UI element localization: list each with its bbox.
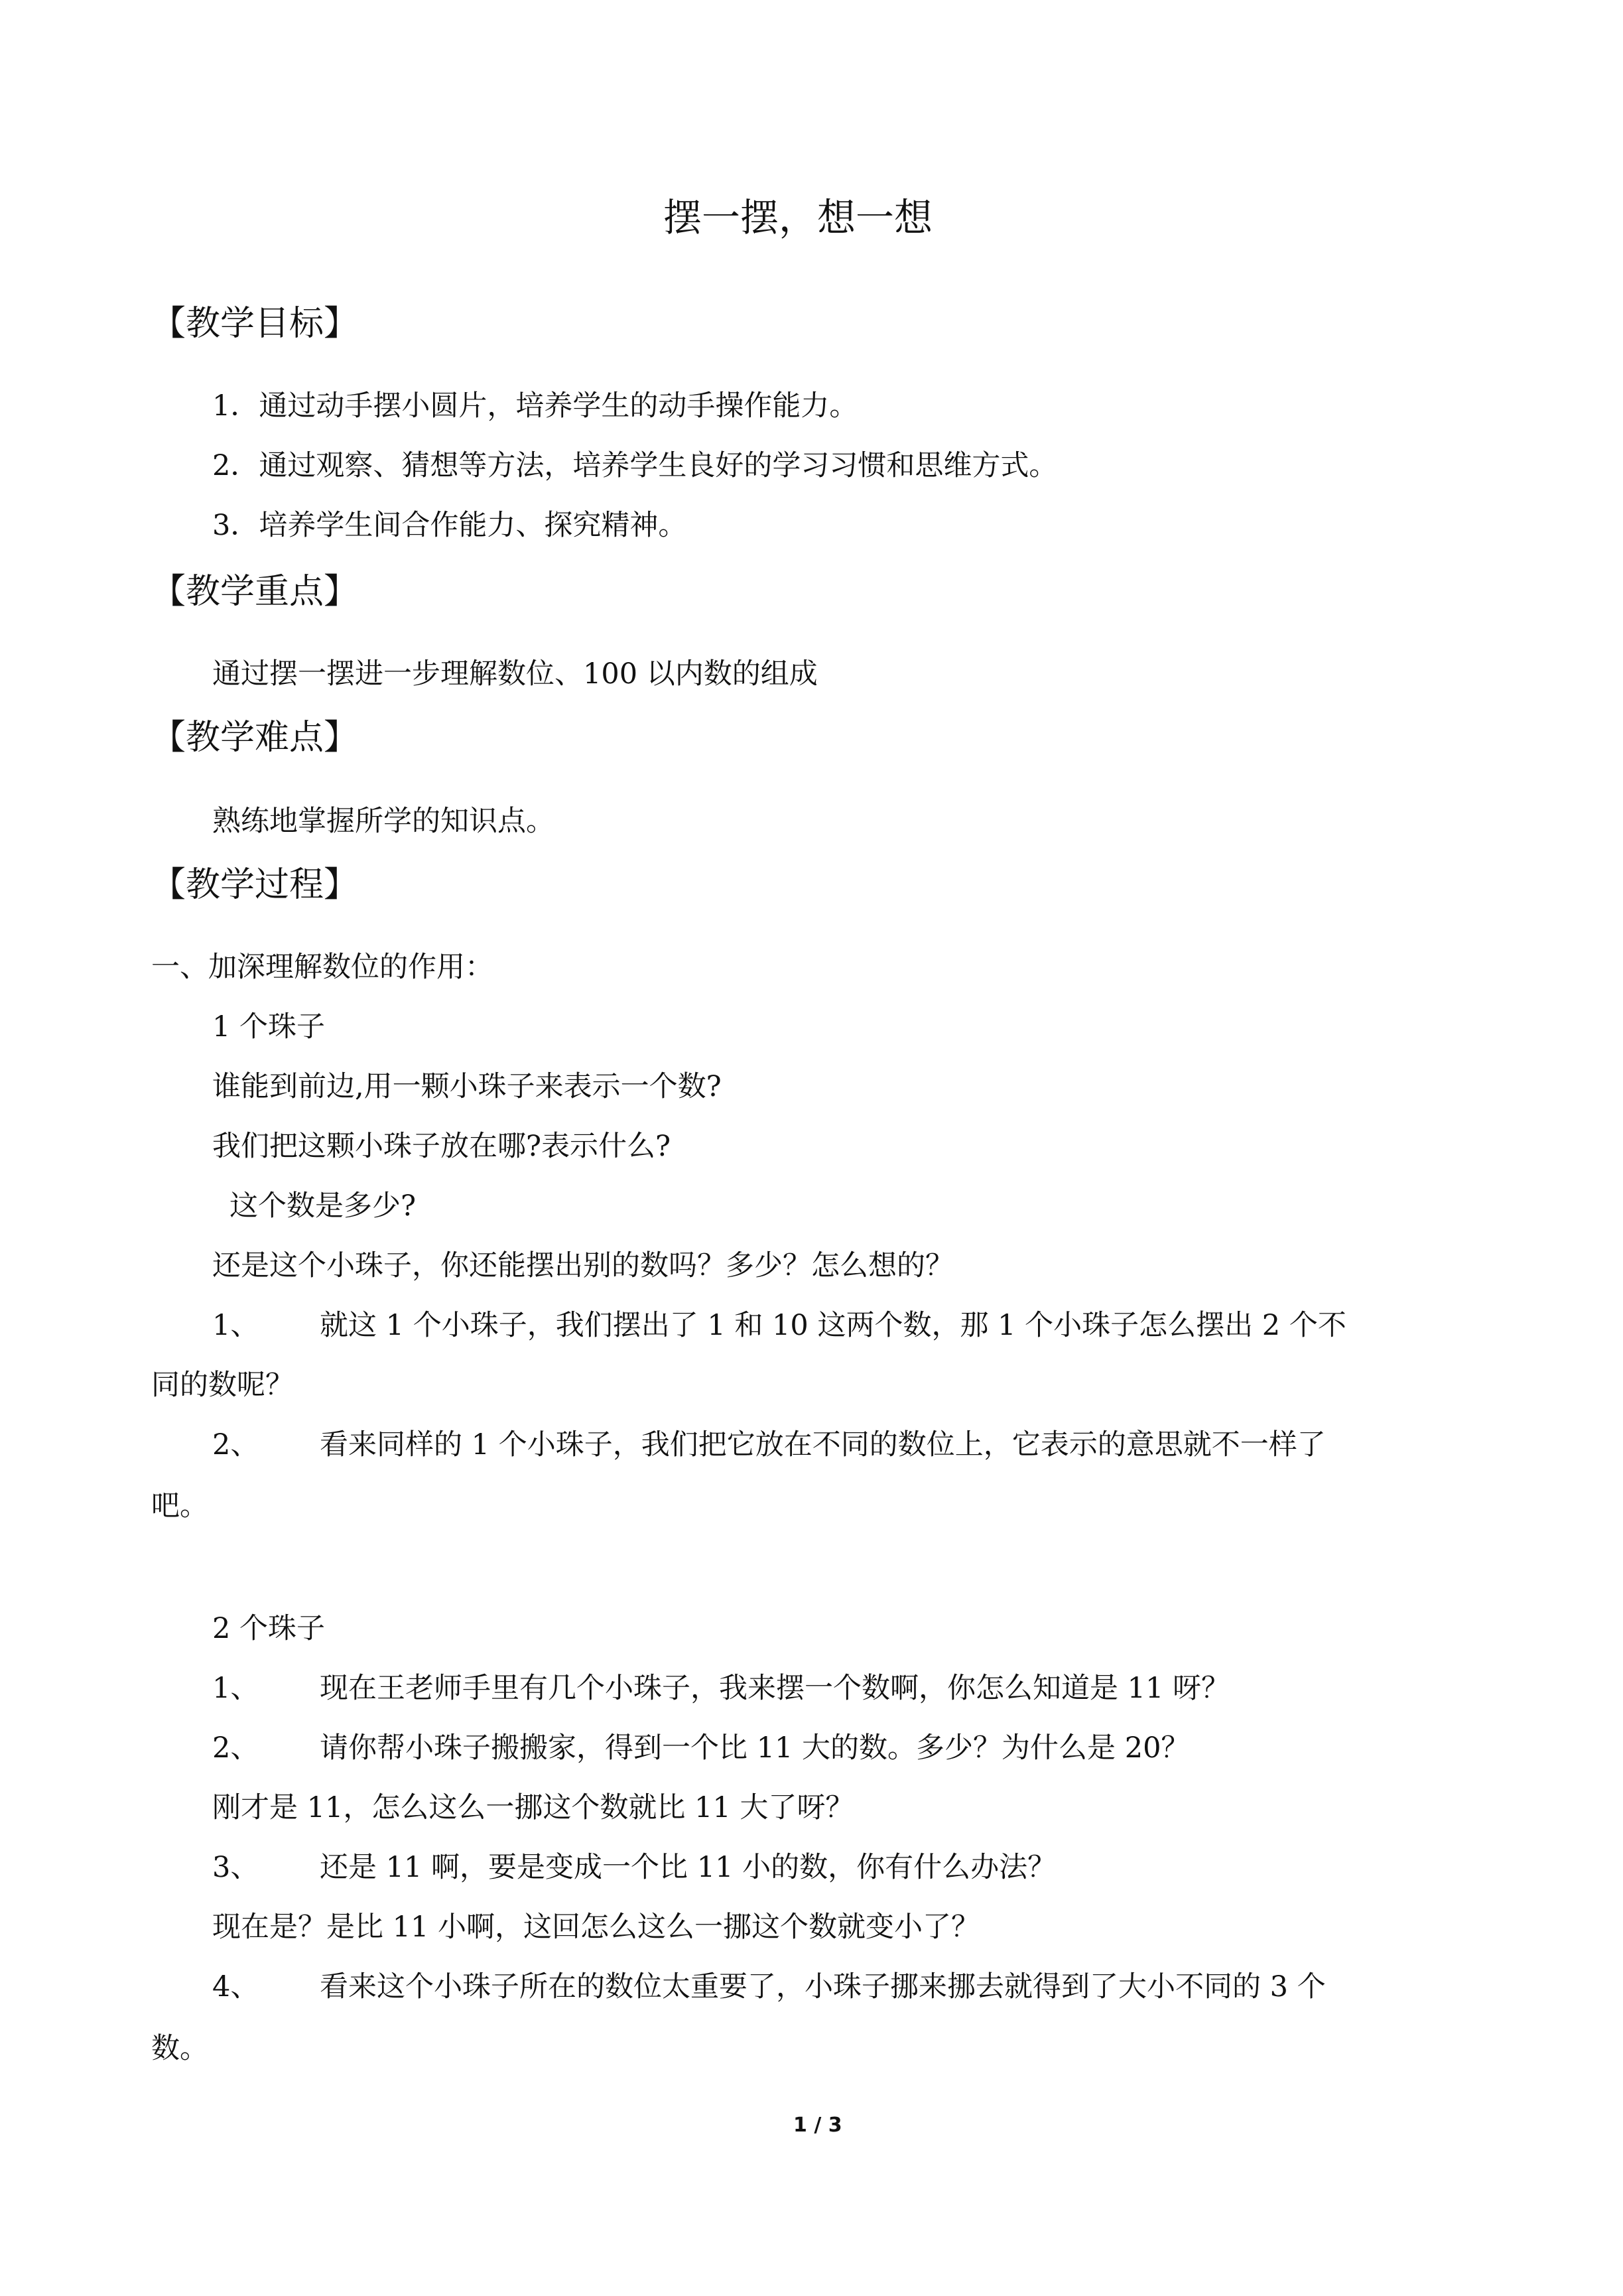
key-points-text: 通过摆一摆进一步理解数位、100 以内数的组成 <box>212 657 818 691</box>
heading-difficulties: 【教学难点】 <box>151 718 359 758</box>
objective-item: 3．培养学生间合作能力、探究精神。 <box>212 509 687 542</box>
one-bead-question: 谁能到前边,用一颗小珠子来表示一个数? <box>212 1070 722 1103</box>
step-text: 就这 1 个小珠子，我们摆出了 1 和 10 这两个数，那 1 个小珠子怎么摆出 2 个不 <box>320 1309 1346 1342</box>
step-text-continued: 吧。 <box>151 1489 208 1522</box>
one-bead-label: 1 个珠子 <box>212 1010 326 1044</box>
step-number: 1、 <box>212 1309 259 1342</box>
step-text: 请你帮小珠子搬搬家，得到一个比 11 大的数。多少？为什么是 20？ <box>320 1731 1190 1765</box>
process-part1-title: 一、加深理解数位的作用： <box>151 951 493 984</box>
one-bead-question: 还是这个小珠子，你还能摆出别的数吗？多少？怎么想的？ <box>212 1249 954 1282</box>
two-beads-question: 刚才是 11，怎么这么一挪这个数就比 11 大了呀？ <box>212 1791 854 1824</box>
step-text: 还是 11 啊，要是变成一个比 11 小的数，你有什么办法？ <box>320 1851 1057 1884</box>
heading-key-points: 【教学重点】 <box>151 572 359 612</box>
page-title: 摆一摆，想一想 <box>663 195 933 240</box>
heading-process: 【教学过程】 <box>151 865 359 905</box>
two-beads-label: 2 个珠子 <box>212 1612 326 1645</box>
step-number: 4、 <box>212 1970 259 2003</box>
step-text: 看来同样的 1 个小珠子，我们把它放在不同的数位上，它表示的意思就不一样了 <box>320 1428 1326 1461</box>
one-bead-question: 这个数是多少? <box>229 1189 417 1223</box>
one-bead-question: 我们把这颗小珠子放在哪?表示什么? <box>212 1130 671 1163</box>
difficulties-text: 熟练地掌握所学的知识点。 <box>212 805 554 838</box>
step-number: 2、 <box>212 1428 259 1461</box>
step-text: 现在王老师手里有几个小珠子，我来摆一个数啊，你怎么知道是 11 呀？ <box>320 1672 1230 1705</box>
step-number: 2、 <box>212 1731 259 1765</box>
objective-item: 2．通过观察、猜想等方法，培养学生良好的学习习惯和思维方式。 <box>212 449 1058 482</box>
step-text-continued: 同的数呢？ <box>151 1369 294 1402</box>
step-number: 1、 <box>212 1672 259 1705</box>
page-number: 1 / 3 <box>793 2114 842 2137</box>
objective-item: 1．通过动手摆小圆片，培养学生的动手操作能力。 <box>212 389 858 423</box>
two-beads-question: 现在是？是比 11 小啊，这回怎么这么一挪这个数就变小了？ <box>212 1911 980 1944</box>
step-text: 看来这个小珠子所在的数位太重要了，小珠子挪来挪去就得到了大小不同的 3 个 <box>320 1970 1326 2003</box>
step-number: 3、 <box>212 1851 259 1884</box>
heading-objectives: 【教学目标】 <box>151 304 359 344</box>
step-text-continued: 数。 <box>151 2032 208 2065</box>
